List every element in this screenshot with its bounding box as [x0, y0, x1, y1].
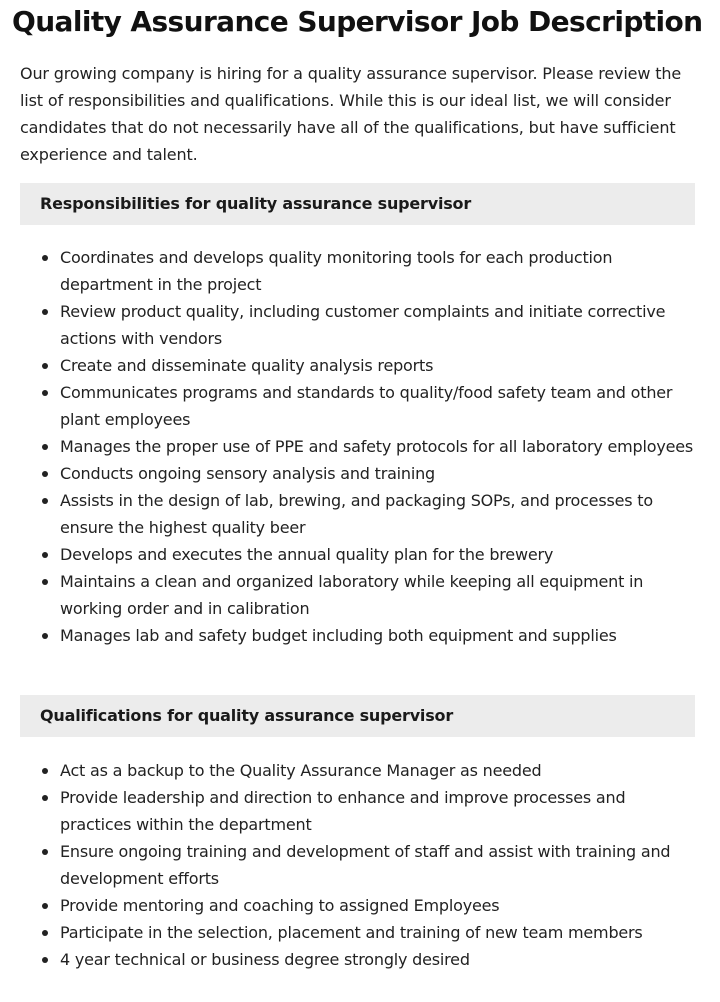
responsibilities-heading: Responsibilities for quality assurance supervisor — [20, 183, 695, 225]
page-title: Quality Assurance Supervisor Job Description — [12, 5, 703, 38]
responsibility-item: Assists in the design of lab, brewing, and packaging SOPs, and processes to ensure the highest quality beer — [60, 487, 700, 541]
qualification-item: 4 year technical or business degree strongly desired — [60, 946, 700, 973]
responsibility-item: Create and disseminate quality analysis reports — [60, 352, 700, 379]
qualification-item: Provide mentoring and coaching to assigned Employees — [60, 892, 700, 919]
qualification-item: Ensure ongoing training and development of staff and assist with training and development efforts — [60, 838, 700, 892]
responsibility-item: Manages the proper use of PPE and safety protocols for all laboratory employees — [60, 433, 700, 460]
responsibility-item: Coordinates and develops quality monitoring tools for each production department in the project — [60, 244, 700, 298]
responsibility-item: Develops and executes the annual quality plan for the brewery — [60, 541, 700, 568]
responsibility-item: Maintains a clean and organized laboratory while keeping all equipment in working order and in calibration — [60, 568, 700, 622]
responsibility-item: Conducts ongoing sensory analysis and training — [60, 460, 700, 487]
qualifications-list — [60, 757, 700, 973]
intro-paragraph: Our growing company is hiring for a quality assurance supervisor. Please review the list of responsibilities and qualifications. While this is our ideal list, we will consider candidates that do not necessarily have all of the qualifications, but have sufficient experience and talent. — [20, 64, 682, 164]
responsibility-item: Manages lab and safety budget including both equipment and supplies — [60, 622, 700, 649]
qualification-item: Participate in the selection, placement and training of new team members — [60, 919, 700, 946]
responsibility-item: Review product quality, including customer complaints and initiate corrective actions with vendors — [60, 298, 700, 352]
responsibility-item: Communicates programs and standards to quality/food safety team and other plant employees — [60, 379, 700, 433]
qualifications-heading: Qualifications for quality assurance supervisor — [20, 695, 695, 737]
qualification-item: Act as a backup to the Quality Assurance Manager as needed — [60, 757, 700, 784]
responsibilities-list — [60, 244, 700, 649]
qualification-item: Provide leadership and direction to enhance and improve processes and practices within the department — [60, 784, 700, 838]
